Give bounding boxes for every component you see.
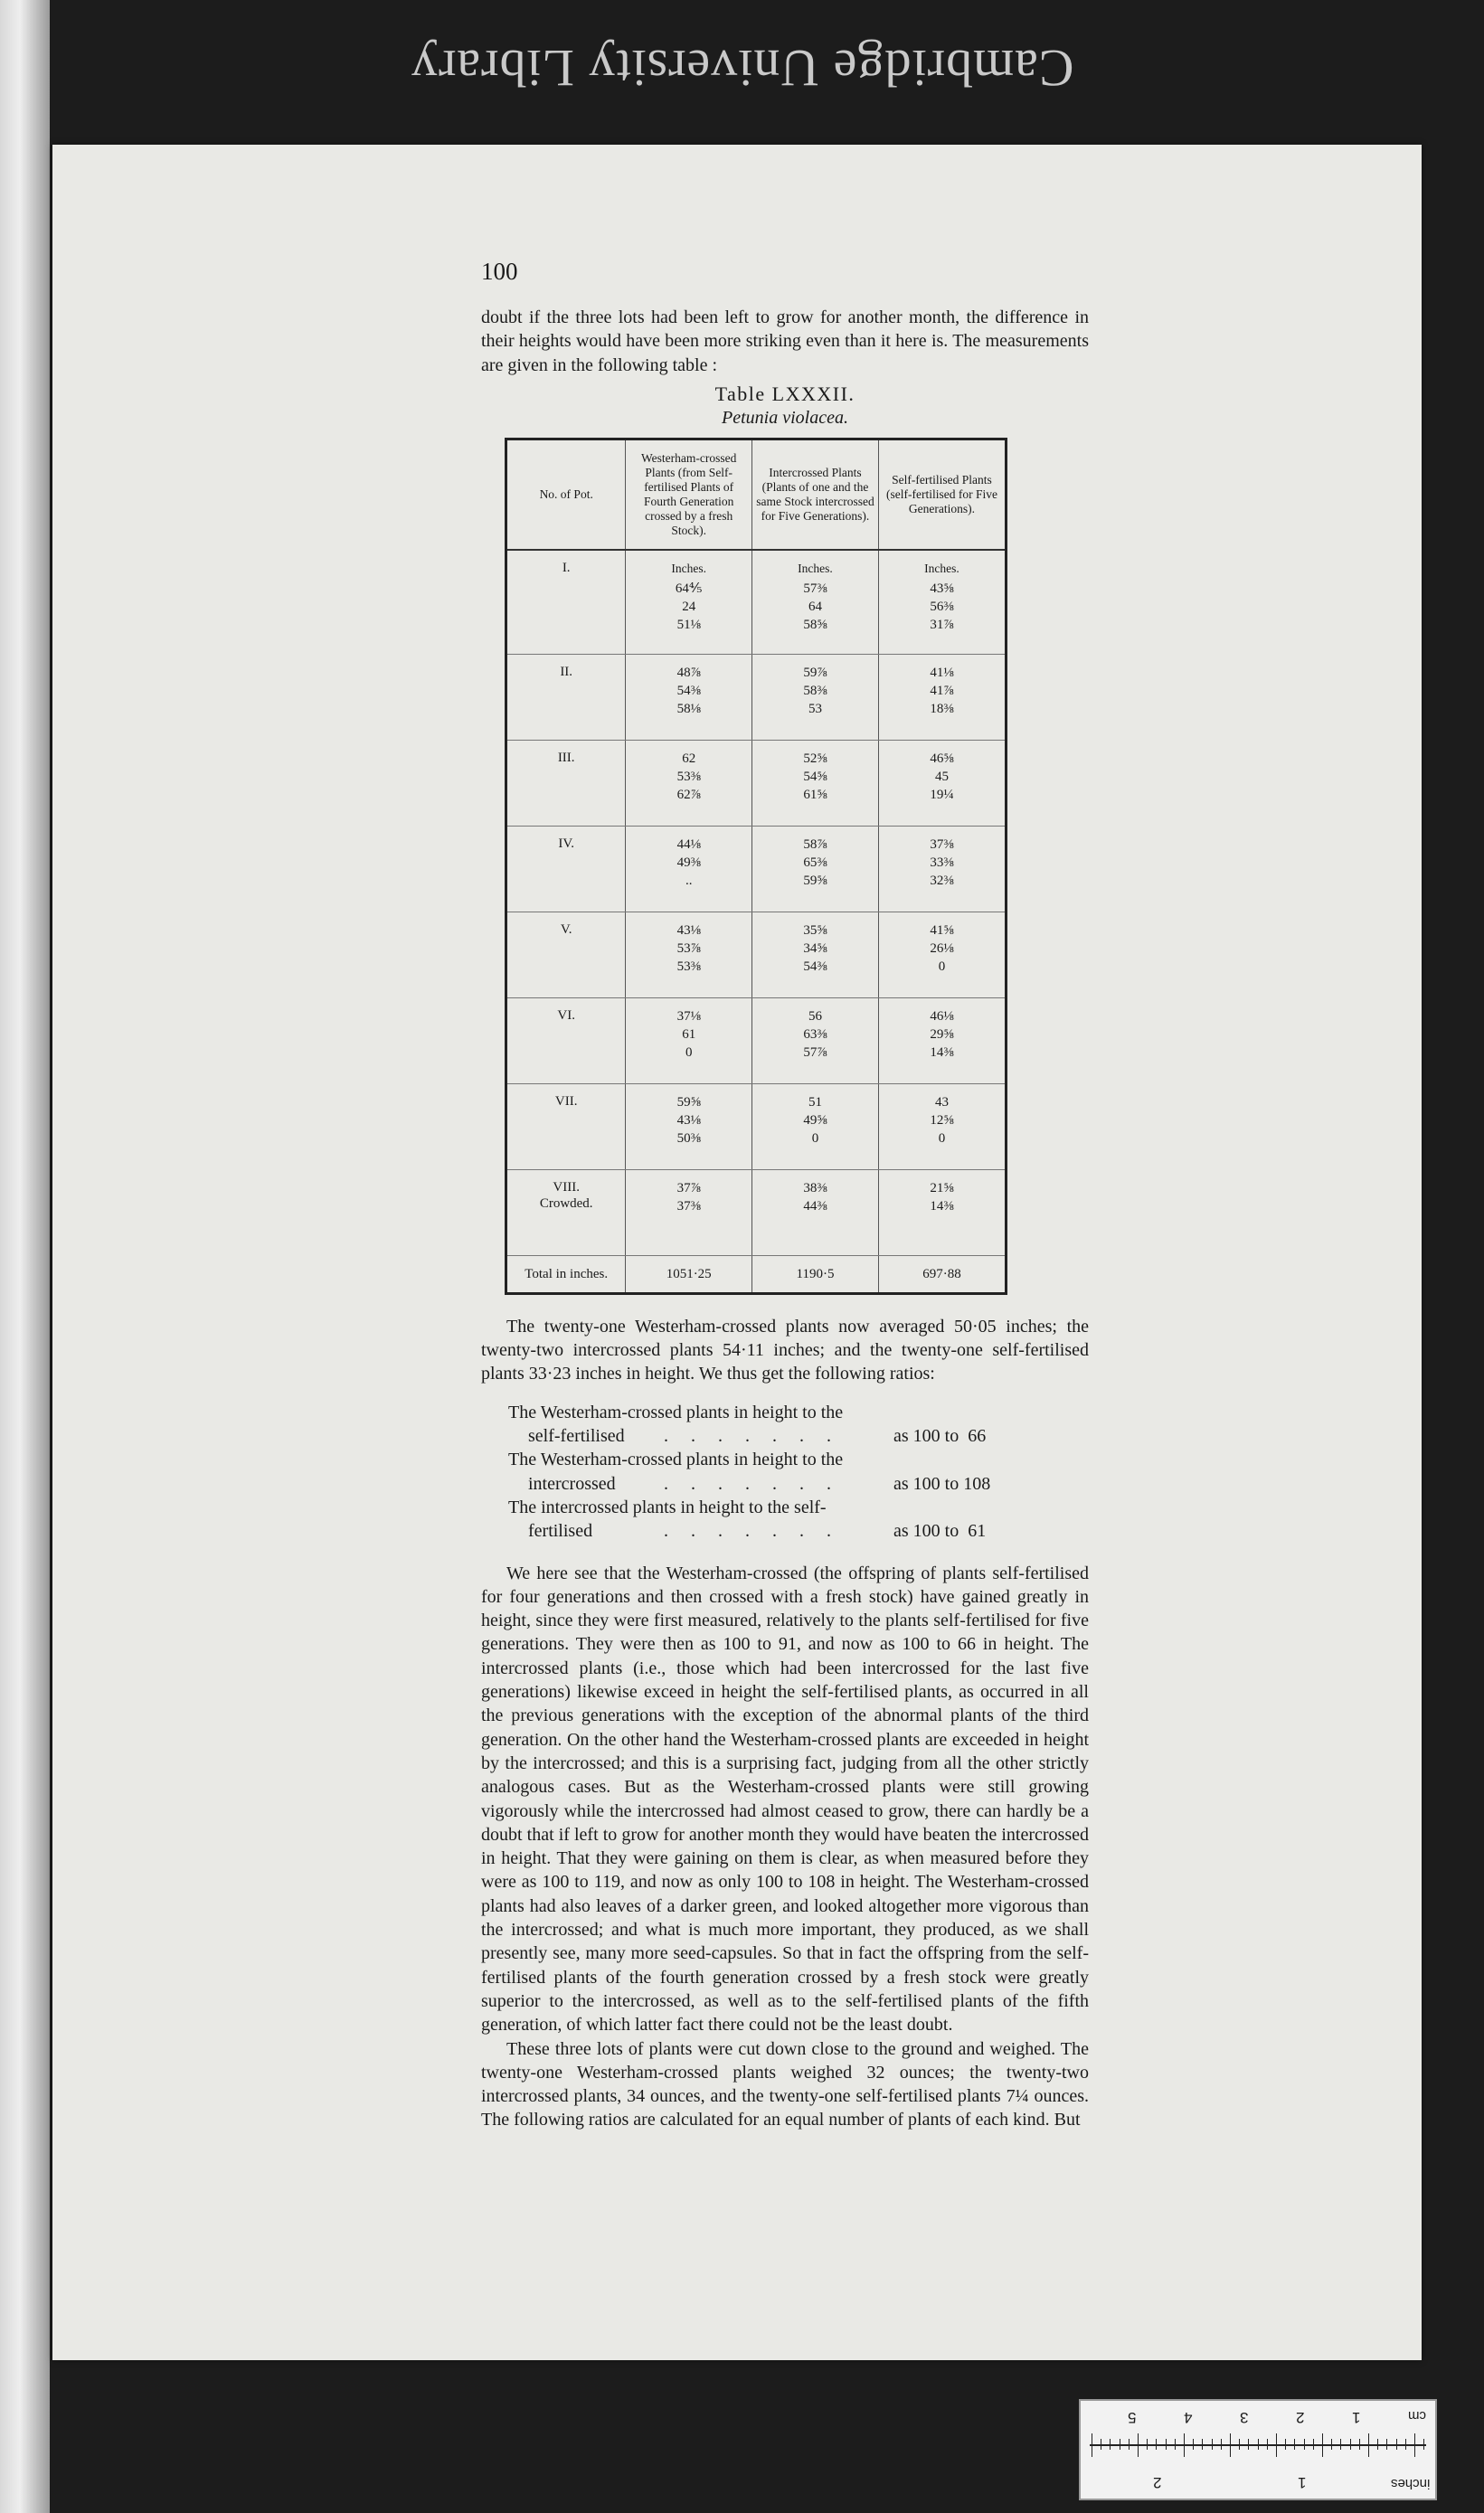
ruler-tick	[1221, 2439, 1222, 2450]
ruler-tick	[1377, 2439, 1378, 2450]
page-content	[481, 306, 1089, 2132]
ruler-tick	[1110, 2439, 1111, 2450]
paragraph-main: We here see that the Westerham-crossed (the offspring of plants self-fertilised for four generations and then crossed with a fresh stock) have gained greatly in height, since they were first measured, relatively to the plants self-fertilised for five generations. They were then as 100 to 91, and now as 100 to 66 in height. The intercrossed plants (i.e., those which had been intercrossed for the last five generations) likewise exceed in height the self-fertilised plants, as occurred in all the previous generations with the exception of the abnormal plants of the third generation. On the other hand the Westerham-crossed plants are exceeded in height by the intercrossed; and this is a surprising fact, judging from all the other strictly analogous cases. But as the Westerham-crossed plants were still growing vigorously while the intercrossed had almost ceased to grow, there can hardly be a doubt that if left to grow for another month they would have beaten the intercrossed in height. That they were gaining on them is clear, as when measured before they were as 100 to 119, and now as only 100 to 108 in height. The Westerham-crossed plants had also leaves of a darker green, and looked altogether more vigorous than the intercrossed; and what is much more important, they produced, as we shall presently see, many more seed-capsules. So that in fact the offspring from the self-fertilised plants of the fourth generation crossed by a fresh stock were greatly superior to the intercrossed, as well as to the self-fertilised plants of the fifth generation, of which latter fact there could not be the least doubt.	[481, 1563, 1089, 2036]
ruler-tick	[1239, 2439, 1240, 2450]
value-cell-westerham	[626, 1169, 752, 1255]
total-self: 697·88	[878, 1255, 1006, 1293]
ruler-tick	[1386, 2439, 1387, 2450]
ruler-tick	[1331, 2439, 1332, 2450]
pot-cell	[506, 912, 626, 997]
height-value: 37⅞	[676, 1180, 701, 1195]
height-value: 49⅝	[803, 1112, 827, 1128]
height-value: 56	[808, 1008, 822, 1024]
table-row	[506, 1169, 1007, 1255]
pot-label: V.	[560, 921, 572, 937]
ruler-cm-number: 2	[1296, 2409, 1305, 2426]
value-cell-self	[878, 1083, 1006, 1169]
paragraph-after-table: The twenty-one Westerham-crossed plants now averaged 50·05 inches; the twenty-two intercrossed plants 54·11 inches; and the twenty-one self-fertilised plants 33·23 inches in height. We thus get the following ratios:	[481, 1316, 1089, 1384]
height-value: 57⅞	[803, 1044, 827, 1060]
table-row	[506, 912, 1007, 997]
ruler-cm-label: cm	[1408, 2408, 1426, 2423]
height-value: 37⅛	[676, 1008, 701, 1024]
height-value: 50⅜	[676, 1130, 701, 1146]
value-cell-westerham	[626, 912, 752, 997]
value-cell-intercrossed	[751, 1083, 878, 1169]
height-value: 26⅛	[930, 940, 954, 956]
height-value: 58⅜	[803, 683, 827, 698]
height-value: 21⅝	[930, 1180, 954, 1195]
table-row	[506, 1083, 1007, 1169]
ratio-leader-dots: . . . . . . .	[664, 1521, 840, 1542]
ruler-tick	[1267, 2439, 1268, 2450]
height-value: 58⅝	[803, 617, 827, 632]
height-value: 51⅛	[676, 617, 701, 632]
table-row	[506, 550, 1007, 655]
pot-cell	[506, 1169, 626, 1255]
height-value: 54⅜	[803, 959, 827, 974]
value-cell-westerham	[626, 654, 752, 740]
total-intercrossed: 1190·5	[751, 1255, 878, 1293]
value-cell-intercrossed	[751, 826, 878, 912]
ruler-cm-number: 3	[1240, 2409, 1249, 2426]
table-caption: Table LXXXII.	[714, 382, 855, 405]
height-value: 65⅜	[803, 855, 827, 870]
ruler-tick	[1350, 2439, 1351, 2450]
ruler-tick	[1322, 2433, 1323, 2457]
height-value: 64	[808, 599, 822, 614]
page-number: 100	[481, 258, 518, 285]
value-cell-self	[878, 997, 1006, 1083]
ruler-tick	[1156, 2439, 1157, 2450]
height-value: 58⅞	[803, 836, 827, 852]
value-cell-intercrossed	[751, 740, 878, 826]
height-value: 58⅛	[676, 701, 701, 716]
value-cell-self	[878, 912, 1006, 997]
ratio-leader-dots: . . . . . . .	[664, 1473, 840, 1494]
ruler-tick	[1175, 2439, 1176, 2450]
ruler-inch-number: 1	[1298, 2474, 1307, 2491]
ratio-continuation	[508, 1519, 1060, 1543]
height-value: 56⅜	[930, 599, 954, 614]
height-value: 59⅝	[803, 873, 827, 888]
height-value: 61⅝	[803, 787, 827, 802]
height-value: 44⅜	[803, 1198, 827, 1214]
header-self: Self-fertilised Plants (self-fertilised for Five Generations).	[878, 439, 1006, 550]
table-row	[506, 654, 1007, 740]
height-value: 18⅜	[930, 701, 954, 716]
ruler-tick	[1313, 2439, 1314, 2450]
height-value: 59⅞	[803, 665, 827, 680]
table-row	[506, 997, 1007, 1083]
ruler-tick	[1285, 2439, 1286, 2450]
height-value: 0	[811, 1130, 819, 1146]
header-westerham: Westerham-crossed Plants (from Self-fertilised Plants of Fourth Generation crossed by a fresh Stock).	[626, 439, 752, 550]
pot-label: I.	[562, 560, 571, 575]
value-cell-intercrossed	[751, 550, 878, 655]
height-value: 53⅜	[676, 959, 701, 974]
ruler-tick	[1396, 2439, 1397, 2450]
ruler-tick	[1193, 2439, 1194, 2450]
height-value: 43	[934, 1094, 949, 1110]
value-cell-self	[878, 654, 1006, 740]
value-cell-westerham	[626, 1083, 752, 1169]
total-westerham: 1051·25	[626, 1255, 752, 1293]
header-pot: No. of Pot.	[506, 439, 626, 550]
ruler-tick	[1359, 2439, 1360, 2450]
height-value: 24	[682, 599, 696, 614]
height-value: 53⅞	[676, 940, 701, 956]
height-value: 41⅛	[930, 665, 954, 680]
ruler-tick	[1423, 2439, 1424, 2450]
value-cell-self	[878, 1169, 1006, 1255]
height-value: 44⅛	[676, 836, 701, 852]
ruler-cm-number: 5	[1128, 2409, 1137, 2426]
height-value: 0	[938, 959, 946, 974]
ruler-cm-number: 1	[1352, 2409, 1361, 2426]
height-value: 0	[685, 1044, 693, 1060]
value-cell-self	[878, 826, 1006, 912]
height-value: 45	[934, 769, 949, 784]
value-cell-intercrossed	[751, 997, 878, 1083]
ruler-tick	[1248, 2439, 1249, 2450]
ratios-list	[508, 1401, 1060, 1544]
ratio-item	[508, 1448, 1060, 1496]
height-value: 53	[808, 701, 822, 716]
ruler-inch-label: inches	[1390, 2476, 1430, 2491]
value-cell-westerham	[626, 740, 752, 826]
ruler-inch-number: 2	[1153, 2474, 1162, 2491]
value-cell-westerham	[626, 550, 752, 655]
ruler-tick	[1138, 2433, 1139, 2457]
table-subcaption: Petunia violacea.	[722, 407, 848, 428]
ruler-tick	[1414, 2433, 1415, 2457]
height-value: 54⅝	[803, 769, 827, 784]
ratio-value: as 100 to 66	[893, 1426, 987, 1447]
pot-label: VIII.	[553, 1179, 580, 1195]
height-value: 46⅛	[930, 1008, 954, 1024]
height-value: 41⅞	[930, 683, 954, 698]
ruler-tick	[1405, 2439, 1406, 2450]
height-value: 63⅜	[803, 1026, 827, 1042]
pot-cell	[506, 1083, 626, 1169]
height-value: 19¼	[930, 787, 954, 802]
measurement-ruler	[1079, 2399, 1437, 2500]
height-value: 14⅜	[930, 1198, 954, 1214]
table-header-row	[506, 439, 1007, 550]
unit-label: Inches.	[798, 561, 833, 575]
height-value: 34⅝	[803, 940, 827, 956]
value-cell-westerham	[626, 997, 752, 1083]
unit-label: Inches.	[924, 561, 959, 575]
height-value: 14⅜	[930, 1044, 954, 1060]
ruler-tick	[1230, 2433, 1231, 2457]
pot-cell	[506, 550, 626, 655]
ruler-cm-number: 4	[1184, 2409, 1193, 2426]
height-value: 43⅛	[676, 1112, 701, 1128]
library-header	[0, 18, 1484, 118]
pot-cell	[506, 997, 626, 1083]
ratio-subject: fertilised	[528, 1521, 593, 1542]
ruler-tick	[1147, 2439, 1148, 2450]
ratio-continuation	[508, 1472, 1060, 1496]
adjacent-page-edge	[0, 0, 50, 2513]
height-value: 37⅜	[930, 836, 954, 852]
height-value: 64⅘	[675, 581, 703, 596]
ratio-continuation	[508, 1424, 1060, 1448]
ruler-tick	[1202, 2439, 1203, 2450]
pot-cell	[506, 826, 626, 912]
pot-cell	[506, 740, 626, 826]
measurement-table	[505, 438, 1007, 1295]
height-value: 62	[682, 751, 696, 766]
height-value: 48⅞	[676, 665, 701, 680]
ruler-tick	[1276, 2433, 1277, 2457]
height-value: 46⅝	[930, 751, 954, 766]
height-value: 49⅜	[676, 855, 701, 870]
ratio-item	[508, 1496, 1060, 1544]
ratio-item	[508, 1401, 1060, 1449]
ruler-tick	[1212, 2439, 1213, 2450]
ratio-value: as 100 to 108	[893, 1473, 991, 1494]
ratio-leader-dots: . . . . . . .	[664, 1426, 840, 1447]
table-row	[506, 740, 1007, 826]
ruler-tick	[1368, 2433, 1369, 2457]
ruler-tick	[1129, 2439, 1130, 2450]
ratio-text: The Westerham-crossed plants in height to the	[508, 1450, 844, 1470]
table-body	[506, 550, 1007, 1294]
height-value: 38⅜	[803, 1180, 827, 1195]
ruler-tick	[1304, 2439, 1305, 2450]
value-cell-self	[878, 550, 1006, 655]
height-value: 62⅞	[676, 787, 701, 802]
height-value: 57⅜	[803, 581, 827, 596]
value-cell-westerham	[626, 826, 752, 912]
height-value: 31⅞	[930, 617, 954, 632]
pot-label: III.	[557, 750, 575, 765]
height-value: 12⅝	[930, 1112, 954, 1128]
height-value: 51	[808, 1094, 822, 1110]
pot-label: VII.	[554, 1093, 578, 1109]
height-value: 41⅝	[930, 922, 954, 938]
ruler-tick	[1258, 2439, 1259, 2450]
height-value: 29⅝	[930, 1026, 954, 1042]
ratio-subject: intercrossed	[528, 1473, 616, 1494]
value-cell-intercrossed	[751, 1169, 878, 1255]
ruler-tick	[1294, 2439, 1295, 2450]
scanned-page	[52, 145, 1422, 2360]
value-cell-intercrossed	[751, 654, 878, 740]
ruler-tick	[1166, 2439, 1167, 2450]
table-row	[506, 826, 1007, 912]
height-value: 43⅛	[676, 922, 701, 938]
ruler-tick	[1340, 2439, 1341, 2450]
height-value: 52⅝	[803, 751, 827, 766]
height-value: ..	[685, 873, 693, 888]
height-value: 53⅜	[676, 769, 701, 784]
value-cell-self	[878, 740, 1006, 826]
height-value: 43⅝	[930, 581, 954, 596]
intro-paragraph: doubt if the three lots had been left to grow for another month, the difference in their heights would have been more striking even than it here is. The measurements are given in the following table :	[481, 307, 1089, 375]
pot-label: VI.	[557, 1007, 575, 1023]
total-label: Total in inches.	[506, 1255, 626, 1293]
height-value: 59⅝	[676, 1094, 701, 1110]
height-value: 54⅜	[676, 683, 701, 698]
height-value: 37⅜	[676, 1198, 701, 1214]
ratio-value: as 100 to 61	[893, 1521, 987, 1542]
height-value: 32⅜	[930, 873, 954, 888]
header-intercrossed: Intercrossed Plants (Plants of one and the same Stock intercrossed for Five Generations).	[751, 439, 878, 550]
pot-label: IV.	[558, 836, 575, 851]
height-value: 33⅜	[930, 855, 954, 870]
pot-cell	[506, 654, 626, 740]
ruler-tick	[1184, 2433, 1185, 2457]
unit-label: Inches.	[671, 561, 706, 575]
value-cell-intercrossed	[751, 912, 878, 997]
height-value: 61	[682, 1026, 696, 1042]
total-row	[506, 1255, 1007, 1293]
pot-note: Crowded.	[539, 1195, 593, 1211]
pot-label: II.	[560, 664, 573, 679]
height-value: 0	[938, 1130, 946, 1146]
library-header-text: Cambridge University Library	[410, 38, 1074, 98]
ratio-text: The Westerham-crossed plants in height to the	[508, 1402, 844, 1422]
ratio-text: The intercrossed plants in height to the self-	[508, 1497, 827, 1517]
ratio-subject: self-fertilised	[528, 1426, 625, 1447]
height-value: 35⅝	[803, 922, 827, 938]
paragraph-last: These three lots of plants were cut down close to the ground and weighed. The twenty-one Westerham-crossed plants weighed 32 ounces; the twenty-two intercrossed plants, 34 ounces, and the twenty-one self-fertilised plants 7¼ ounces. The following ratios are calculated for an equal number of plants of each kind. But	[481, 2038, 1089, 2130]
